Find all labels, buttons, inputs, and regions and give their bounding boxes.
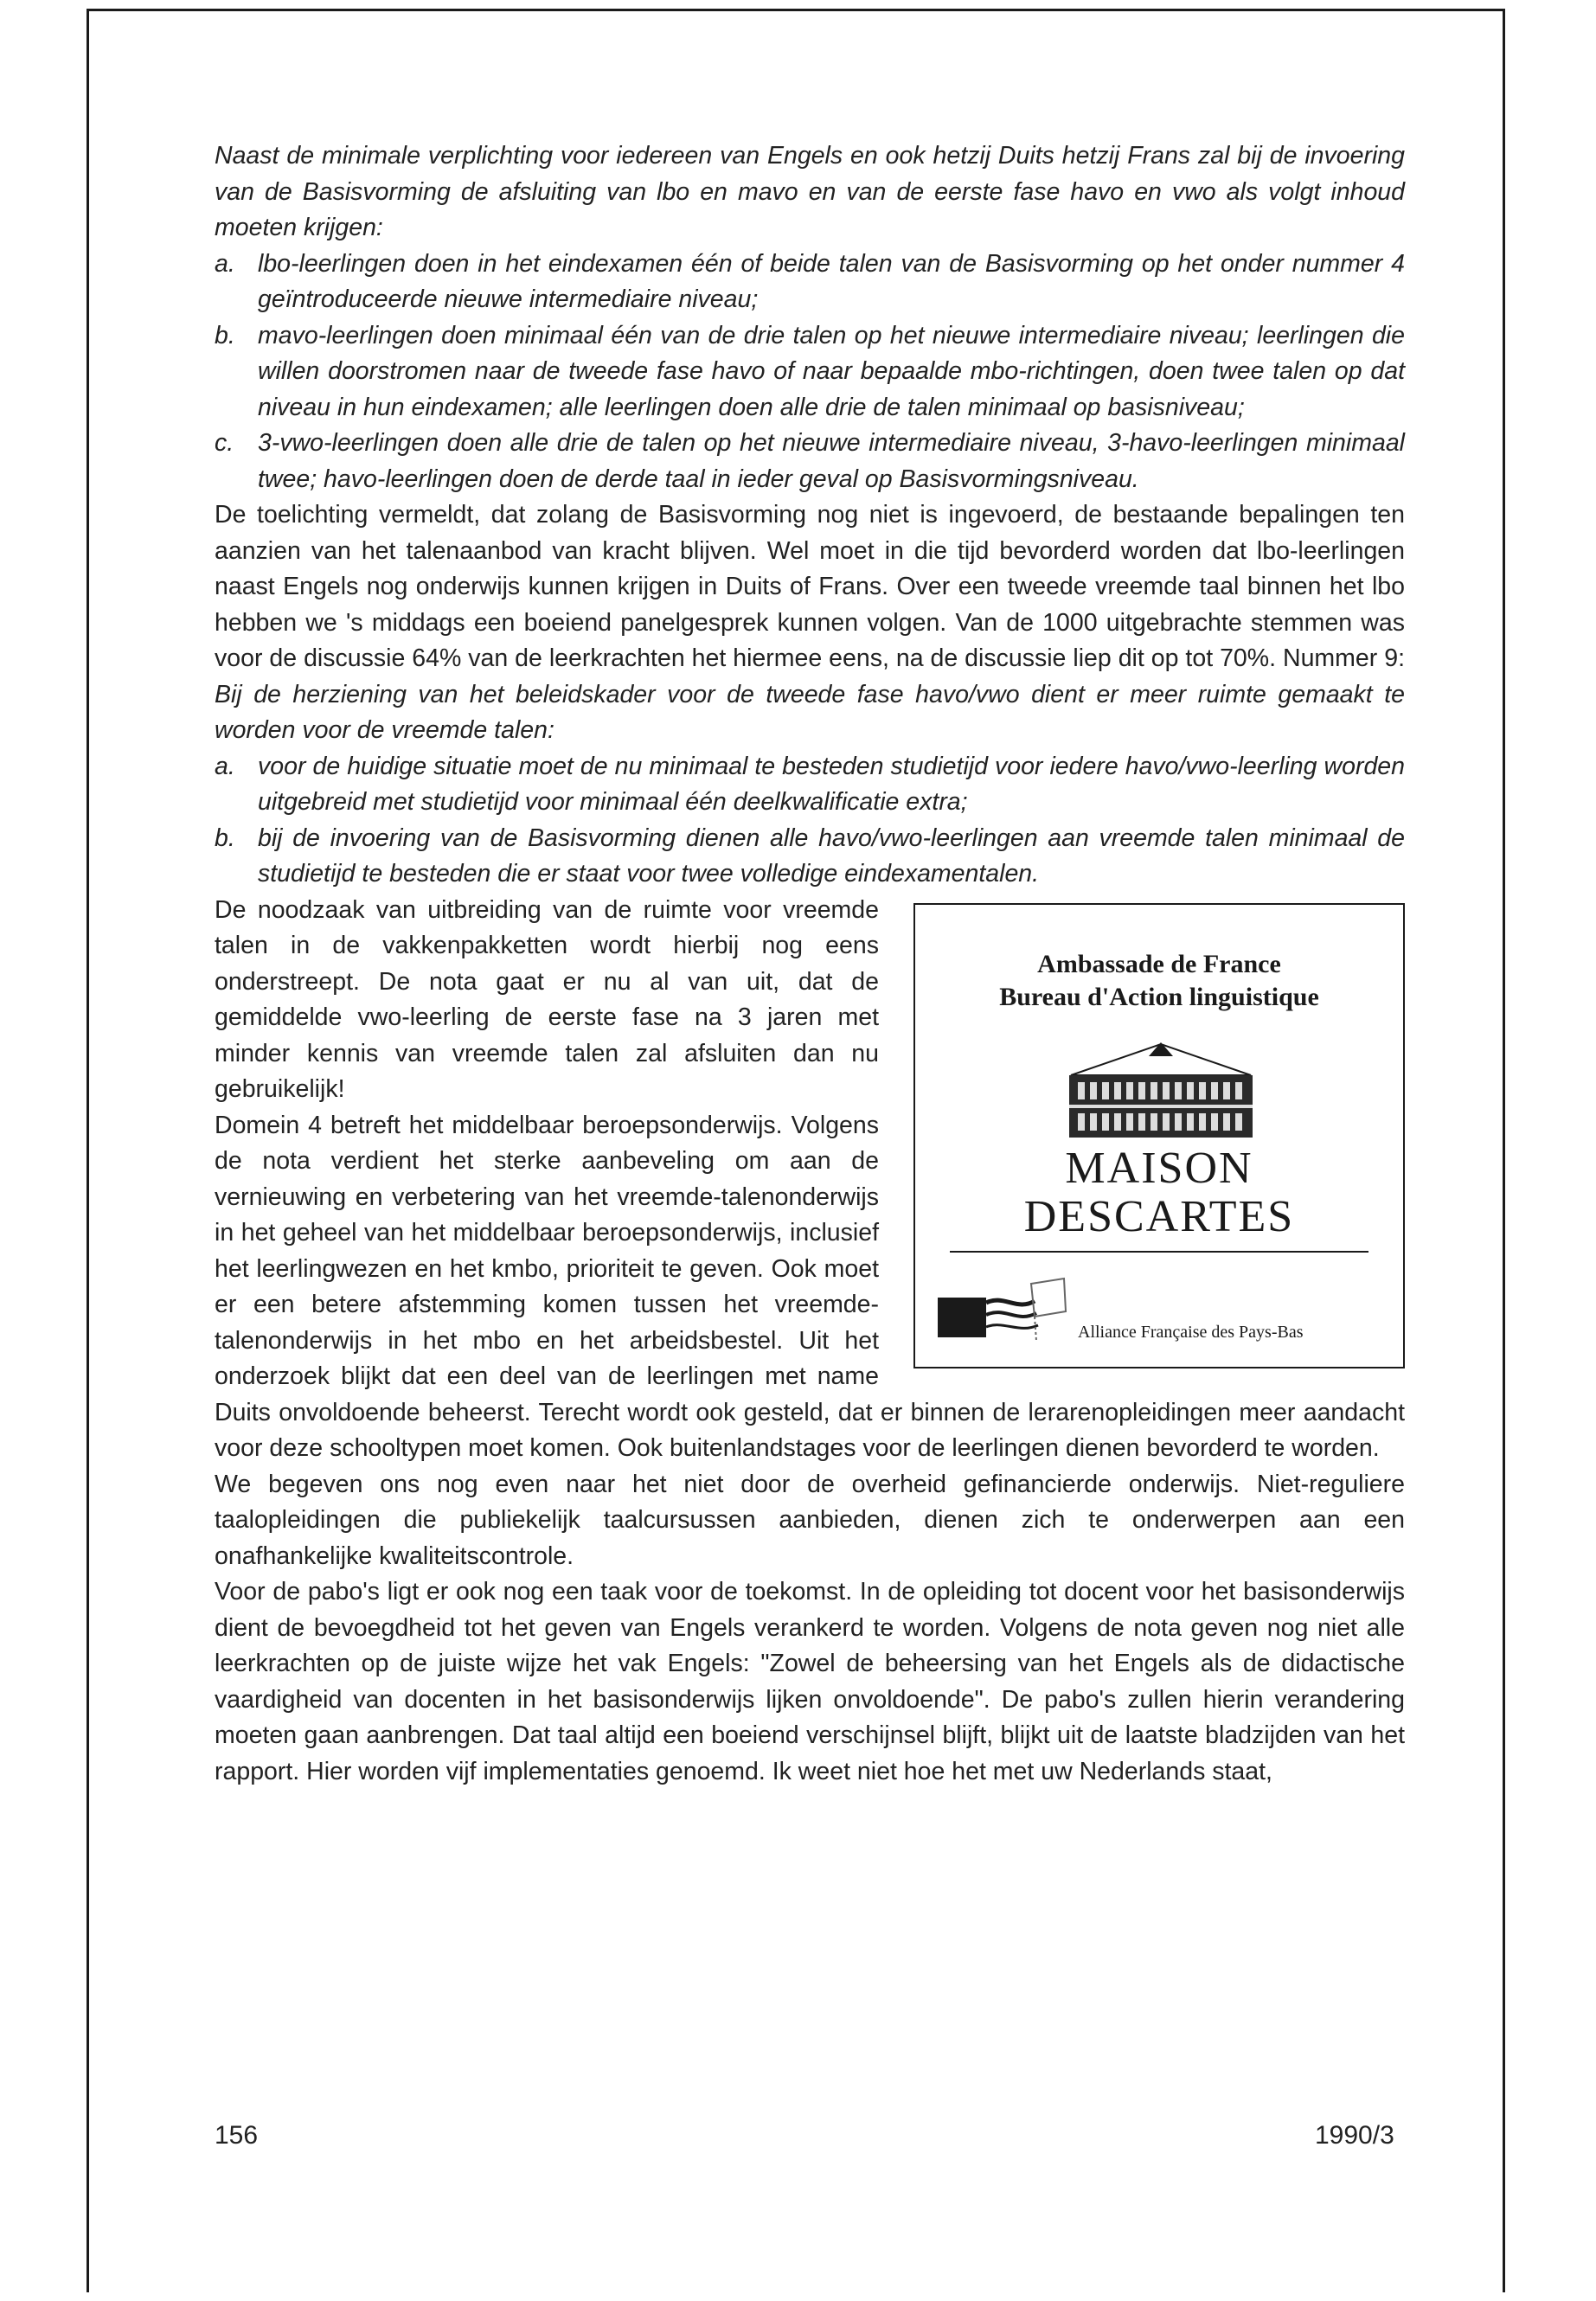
intro-paragraph: Naast de minimale verplichting voor iedereen van Engels en ook hetzij Duits hetzij Frans zal bij de invoering van de Basisvorming de afsluiting van lbo en mavo en van de eerste fase havo en vwo als volgt inhoud moeten krijgen:	[215, 142, 1405, 241]
ad-ambassade: Ambassade de France	[1037, 949, 1281, 978]
ad-divider	[950, 1251, 1368, 1253]
list-afsluiting	[215, 247, 1405, 498]
list-item	[215, 821, 1405, 893]
list-studietijd	[215, 749, 1405, 893]
list-item	[215, 749, 1405, 821]
list-marker: b.	[215, 824, 235, 852]
toelichting-text: De toelichting vermeldt, dat zolang de Basisvorming nog niet is ingevoerd, de bestaande bepalingen ten aanzien van het talenaanbod van kracht blijven. Wel moet in die tijd bevorderd worden dat lbo-leerlingen naast Engels nog onderwijs kunnen krijgen in Duits of Frans. Over een tweede vreemde taal binnen het lbo hebben we 's middags een boeiend panelgesprek kunnen volgen. Van de 1000 uitgebrachte stemmen was voor de discussie 64% van de leerkrachten het hiermee eens, na de discussie liep dit op tot 70%. Nummer 9:	[215, 501, 1405, 672]
list-item-text: 3-vwo-leerlingen doen alle drie de talen op het nieuwe intermediaire niveau, 3-havo-leerlingen minimaal twee; havo-leerlingen doen de derde taal in ieder geval op Basisvormingsniveau.	[258, 429, 1405, 493]
noodzaak-paragraph: De noodzaak van uitbreiding van de ruimte voor vreemde talen in de vakkenpakketten wordt hierbij nog eens onderstreept. De nota gaat er nu al van uit, dat de gemiddelde vwo-leerling de eerste fase na 3 jaren met minder kennis van vreemde talen zal afsluiten dan nu gebruikelijk!	[215, 895, 879, 1103]
list-item	[215, 247, 1405, 318]
list-item	[215, 426, 1405, 497]
issue-number: 1990/3	[1315, 2121, 1394, 2150]
herziening-text: Bij de herziening van het beleidskader voor de tweede fase havo/vwo dient er meer ruimte gemaakt te worden voor de vreemde talen:	[215, 680, 1405, 744]
ad-alliance-francaise: Alliance Française des Pays-Bas	[1078, 1322, 1304, 1342]
list-marker: a.	[215, 249, 235, 278]
pabo-paragraph: Voor de pabo's ligt er ook nog een taak voor de toekomst. In de opleiding tot docent voor het basisonderwijs dient de bevoegdheid tot het geven van Engels verankerd te worden. Volgens de nota geven nog niet alle leerkrachten op de juiste wijze het vak Engels: "Zowel de beheersing van het Engels als de didactische vaardigheid van docenten in het basisonderwijs lijken onvoldoende". De pabo's zullen hierin verandering moeten gaan aanbrengen. Dat taal altijd een boeiend verschijnsel blijft, blijkt uit de laatste bladzijden van het rapport. Hier worden vijf implementaties genoemd. Ik weet niet hoe het met uw Nederlands staat,	[215, 1578, 1405, 1785]
alliance-francaise-logo-icon	[934, 1277, 1073, 1346]
list-item	[215, 318, 1405, 426]
building-icon	[1062, 1039, 1259, 1143]
list-marker: c.	[215, 429, 234, 457]
page-number: 156	[215, 2121, 259, 2150]
list-marker: b.	[215, 321, 235, 349]
article-page	[215, 138, 1405, 1790]
list-marker: a.	[215, 752, 235, 780]
wrap-block	[215, 893, 1405, 1467]
ad-descartes: DESCARTES	[1023, 1191, 1295, 1241]
ad-bureau: Bureau d'Action linguistique	[999, 982, 1319, 1011]
ad-maison: MAISON	[1065, 1143, 1253, 1193]
list-item-text: voor de huidige situatie moet de nu minimaal te besteden studietijd voor iedere havo/vwo-leerling worden uitgebreid met studietijd voor minimaal één deelkwalificatie extra;	[258, 752, 1405, 816]
niet-gefinancierd-paragraph: We begeven ons nog even naar het niet door de overheid gefinancierde onderwijs. Niet-reguliere taalopleidingen die publiekelijk taalcursussen aanbieden, dienen zich te onderwerpen aan een onafhankelijke kwaliteitscontrole.	[215, 1470, 1405, 1570]
list-item-text: lbo-leerlingen doen in het eindexamen één of beide talen van de Basisvorming op het onder nummer 4 geïntroduceerde nieuwe intermediaire niveau;	[258, 249, 1405, 313]
list-item-text: mavo-leerlingen doen minimaal één van de drie talen op het nieuwe intermediaire niveau; leerlingen die willen doorstromen naar de tweede fase havo of naar bepaalde mbo-richtingen, doen twee talen op dat niveau in hun eindexamen; alle leerlingen doen alle drie de talen minimaal op basisniveau;	[258, 321, 1405, 421]
maison-descartes-advertisement	[913, 903, 1405, 1368]
toelichting-paragraph	[215, 497, 1405, 749]
domein-4-paragraph: Domein 4 betreft het middelbaar beroepsonderwijs. Volgens de nota verdient het sterke aanbeveling om aan de vernieuwing en verbetering van het vreemde-talenonderwijs in het geheel van het middelbaar beroepsonderwijs, inclusief het leerlingwezen en het kmbo, prioriteit te geven. Ook moet er een betere afstemming komen tussen het vreemde-talenonderwijs in het mbo en het arbeidsbestel. Uit het onderzoek blijkt dat een deel van de leerlingen met name Duits onvoldoende beheerst. Terecht wordt ook gesteld, dat er binnen de lerarenopleidingen meer aandacht voor deze schooltypen moet komen. Ook buitenlandstages voor de leerlingen dienen bevorderd te worden.	[215, 1111, 1405, 1462]
list-item-text: bij de invoering van de Basisvorming dienen alle havo/vwo-leerlingen aan vreemde talen minimaal de studietijd te besteden die er staat voor twee volledige eindexamentalen.	[258, 824, 1405, 888]
